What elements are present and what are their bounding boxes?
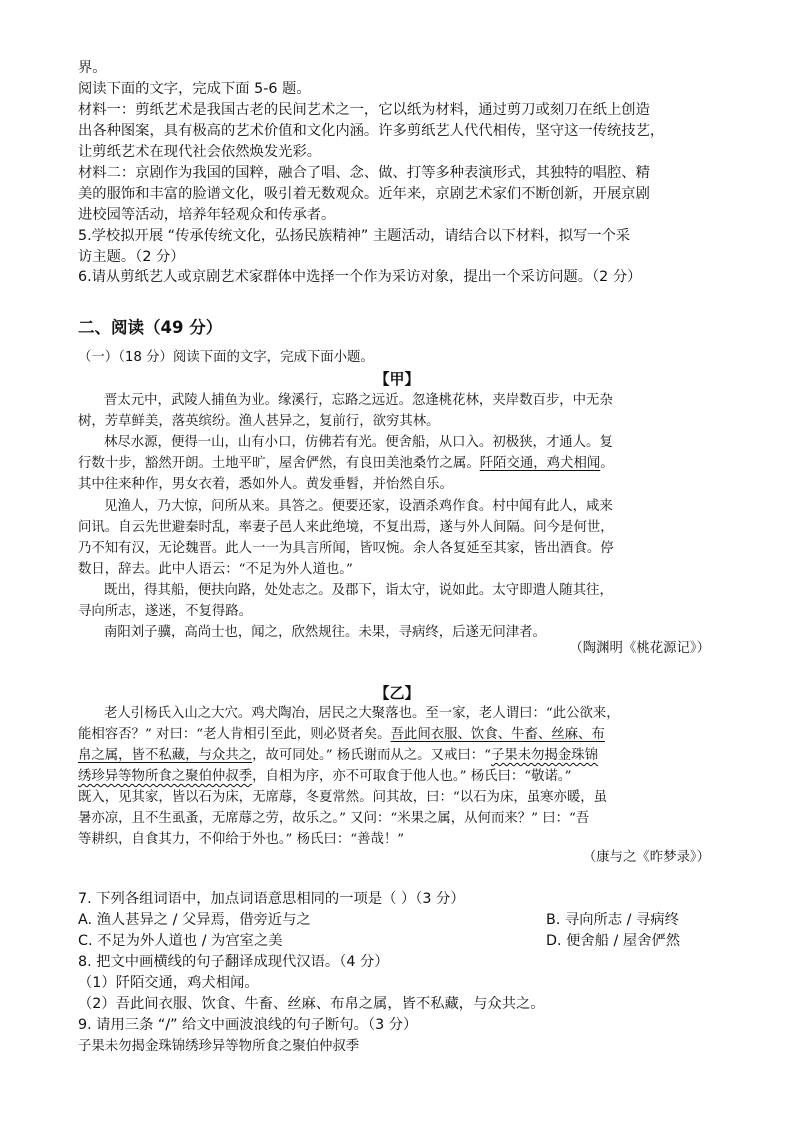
jia-p5-line1: 南阳刘子骥，高尚士也，闻之，欣然规往。未果，寻病终，后遂无问津者。 <box>104 625 546 640</box>
passage-yi-title: 【乙】 <box>374 684 420 702</box>
question7-options-row1 <box>78 910 728 930</box>
material1-line1: 材料一：剪纸艺术是我国古老的民间艺术之一，它以纸为材料，通过剪刀或刻刀在纸上创造 <box>78 102 650 118</box>
top-fragment: 界。 <box>78 60 107 76</box>
question7-stem: 7. 下列各组词语中，加点词语意思相同的一项是（ ）（3 分） <box>78 891 465 907</box>
section-title: 二、阅读（49 分） <box>78 318 223 337</box>
question8-sentence1: （1）阡陌交通，鸡犬相闻。 <box>78 975 259 991</box>
question6: 6.请从剪纸艺人或京剧艺术家群体中选择一个作为采访对象，提出一个采访问题。（2 分） <box>78 269 642 285</box>
jia-p2-line1: 林尽水源，便得一山，山有小口，仿佛若有光。便舍船，从口入。初极狭，才通人。复 <box>104 435 613 450</box>
question8-stem: 8. 把文中画横线的句子翻译成现代汉语。（4 分） <box>78 954 389 970</box>
yi-line6: 暑亦凉，且不生虱蚤，无席蓐之劳，故乐之。” 又问：“米果之属，从何而来？” 曰：“吾 <box>78 811 590 826</box>
jia-p1-line2: 树，芳草鲜美，落英缤纷。渔人甚异之，复前行，欲穷其林。 <box>78 414 440 429</box>
material2-line3: 进校园等活动，培养年轻观众和传承者。 <box>78 207 336 223</box>
yi-line2-text: 能相容否？” 对曰：“老人肯相引至此，则必贤者矣。 <box>78 727 391 742</box>
yi-line7: 等耕织，自食其力，不仰给于外也。” 杨氏曰：“善哉！” <box>78 832 405 847</box>
yi-line3-text: ，故可同处。” 杨氏谢而从之。又戒曰：“ <box>252 748 491 763</box>
yi-line5: 既入，见其家，皆以石为床，无席蓐，冬夏常然。问其故，曰：“以石为床，虽寒亦暖，虽 <box>78 790 608 805</box>
underlined-sentence-2-part2: 帛之属，皆不私藏，与众共之 <box>78 748 253 763</box>
question8-sentence2: （2）吾此间衣服、饮食、牛畜、丝麻、布帛之属，皆不私藏，与众共之。 <box>78 996 545 1012</box>
material2-line1: 材料二：京剧作为我国的国粹，融合了唱、念、做、打等多种表演形式，其独特的唱腔、精 <box>78 165 650 181</box>
underlined-sentence-2-part1: 吾此间衣服、饮食、牛畜、丝麻、布 <box>390 727 605 742</box>
question9-text: 子果未勿揭金珠锦绣珍异等物所食之聚伯仲叔季 <box>78 1039 360 1054</box>
reading-intro: 阅读下面的文字，完成下面 5-6 题。 <box>78 81 311 97</box>
passage-jia-title: 【甲】 <box>374 370 420 388</box>
jia-p3-line1: 见渔人，乃大惊，问所从来。具答之。便要还家，设酒杀鸡作食。村中闻有此人，咸来 <box>104 499 613 514</box>
jia-p3-line2: 问讯。自云先世避秦时乱，率妻子邑人来此绝境，不复出焉，遂与外人间隔。问今是何世， <box>78 520 614 535</box>
question9-stem: 9. 请用三条 “/” 给文中画波浪线的句子断句。（3 分） <box>78 1017 418 1033</box>
option-a: A. 渔人甚异之 / 父异焉，借旁近与之 <box>78 912 311 928</box>
yi-line4-text: ，自相为序，亦不可取食于他人也。” 杨氏曰：“敬诺。” <box>252 769 572 784</box>
question5-line1: 5.学校拟开展 “传承传统文化，弘扬民族精神” 主题活动，请结合以下材料，拟写一个采 <box>78 228 631 244</box>
part1-intro: （一）（18 分）阅读下面的文字，完成下面小题。 <box>78 350 374 365</box>
jia-source: （陶渊明《桃花源记》） <box>569 641 710 656</box>
material1-line2: 出各种图案，具有极高的艺术价值和文化内涵。许多剪纸艺人代代相传，坚守这一传统技艺， <box>78 123 665 139</box>
question5-line2: 访主题。（2 分） <box>78 249 185 265</box>
wavy-sentence-part1: 子果未勿揭金珠锦 <box>490 748 599 763</box>
jia-p2-line2-text: 行数十步，豁然开朗。土地平旷，屋舍俨然，有良田美池桑竹之属。 <box>78 456 480 471</box>
wavy-sentence-part2: 绣珍异等物所食之聚伯仲叔季 <box>78 769 253 784</box>
yi-line1: 老人引杨氏入山之大穴。鸡犬陶冶，居民之大聚落也。至一家，老人谓曰：“此公欲来， <box>104 706 620 721</box>
jia-p1-line1: 晋太元中，武陵人捕鱼为业。缘溪行，忘路之远近。忽逢桃花林，夹岸数百步，中无杂 <box>104 393 613 408</box>
material1-line3: 让剪纸艺术在现代社会依然焕发光彩。 <box>78 144 322 160</box>
jia-p3-line4: 数日，辞去。此中人语云：“不足为外人道也。” <box>78 562 353 577</box>
jia-p3-line3: 乃不知有汉，无论魏晋。此人一一为具言所闻，皆叹惋。余人各复延至其家，皆出酒食。停 <box>78 541 614 556</box>
jia-p2-line2-end: 。 <box>600 456 614 471</box>
jia-p4-line1: 既出，得其船，便扶向路，处处志之。及郡下，诣太守，说如此。太守即遣人随其往， <box>104 583 613 598</box>
yi-line4 <box>78 767 728 787</box>
yi-line2 <box>78 725 728 745</box>
jia-p2-line2 <box>78 454 728 474</box>
yi-source: （康与之《昨梦录》） <box>582 850 710 865</box>
yi-line3 <box>78 746 728 766</box>
question7-options-row2 <box>78 931 728 951</box>
jia-p2-line3: 其中往来种作，男女衣着，悉如外人。黄发垂髫，并怡然自乐。 <box>78 477 453 492</box>
underlined-sentence-1: 阡陌交通，鸡犬相闻 <box>479 456 601 471</box>
jia-p4-line2: 寻向所志，遂迷，不复得路。 <box>78 604 253 619</box>
material2-line2: 美的服饰和丰富的脸谱文化，吸引着无数观众。近年来，京剧艺术家们不断创新，开展京剧 <box>78 186 650 202</box>
option-d: D. 便舍船 / 屋舍俨然 <box>546 933 681 949</box>
option-c: C. 不足为外人道也 / 为宫室之美 <box>78 933 283 949</box>
option-b: B. 寻向所志 / 寻病终 <box>546 912 679 928</box>
